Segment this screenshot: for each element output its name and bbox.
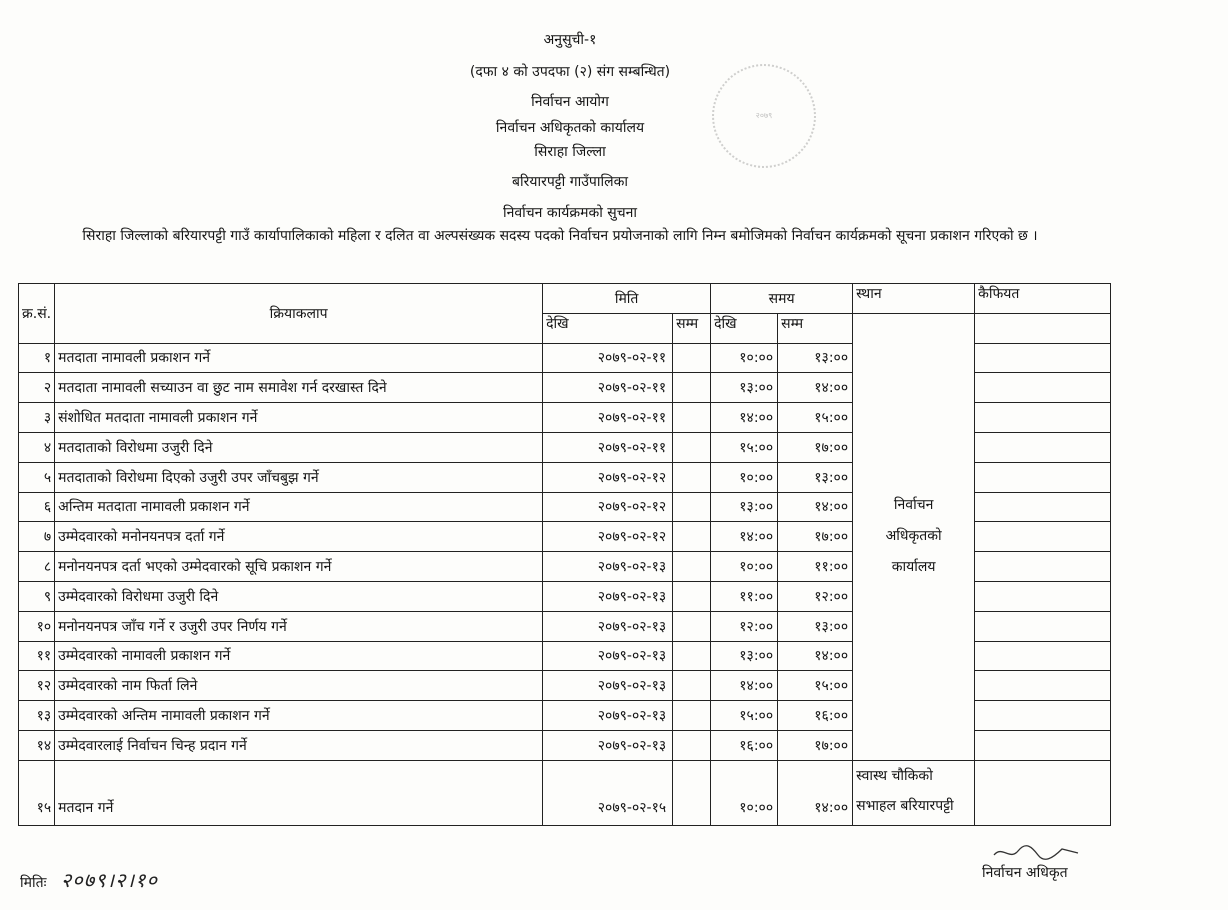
time-from-cell: ११:०० [711,581,778,611]
remarks-cell [975,611,1111,641]
date-from-cell: २०७९-०२-१२ [543,492,673,522]
date-to-cell [673,343,711,373]
date-from-cell: २०७९-०२-१३ [543,701,673,731]
serial-number-cell: ७ [19,522,55,552]
activity-cell: अन्तिम मतदाता नामावली प्रकाशन गर्ने [55,492,543,522]
remarks-cell [975,701,1111,731]
time-from-cell: १४:०० [711,671,778,701]
remarks-cell [975,313,1111,343]
date-to-cell [673,492,711,522]
activity-cell: उम्मेदवारलाई निर्वाचन चिन्ह प्रदान गर्ने [55,730,543,760]
date-to-cell [673,552,711,582]
date-from-cell: २०७९-०२-१३ [543,611,673,641]
remarks-cell [975,730,1111,760]
place-line: अधिकृतको [885,528,942,545]
place-line: निर्वाचन [893,497,934,514]
date-from-cell: २०७९-०२-११ [543,432,673,462]
place-line: स्वास्थ चौकिको [856,767,933,784]
date-to-cell [673,671,711,701]
serial-number-cell: १ [19,343,55,373]
notice-title: निर्वाचन कार्यक्रमको सुचना [502,205,638,221]
col-header-activity: क्रियाकलाप [55,284,543,344]
time-to-cell: १५:०० [778,403,853,433]
remarks-cell [975,760,1111,825]
serial-number-cell: ११ [19,641,55,671]
date-to-cell [673,462,711,492]
time-from-cell: १०:०० [711,552,778,582]
serial-number-cell: ९ [19,581,55,611]
date-from-cell: २०७९-०२-११ [543,403,673,433]
serial-number-cell: ५ [19,462,55,492]
date-to-cell [673,701,711,731]
remarks-cell [975,373,1111,403]
time-to-cell: १२:०० [778,581,853,611]
activity-cell: मनोनयनपत्र दर्ता भएको उम्मेदवारको सूचि प्रकाशन गर्ने [55,552,543,582]
time-to-cell: १४:०० [778,373,853,403]
remarks-cell [975,522,1111,552]
col-header-time-to: सम्म [778,313,853,343]
time-to-cell: ११:०० [778,552,853,582]
time-from-cell: १२:०० [711,611,778,641]
notice-text: सिराहा जिल्लाको बरियारपट्टी गाउँ कार्यापालिकाको महिला र दलित वा अल्पसंख्यक सदस्य पदको निर्वाचन प्रयोजनाको लागि निम्न बमोजिमको निर्वाचन कार्यक्रमको सूचना प्रकाशन गरिएको छ । [82,228,1038,244]
time-to-cell: १४:०० [778,492,853,522]
date-to-cell [673,373,711,403]
municipality-name: बरियारपट्टी गाउँपालिका [512,174,628,190]
col-header-sn: क्र.सं. [19,284,55,344]
serial-number-cell: ३ [19,403,55,433]
activity-cell: मतदाता नामावली प्रकाशन गर्ने [55,343,543,373]
activity-cell: उम्मेदवारको नामावली प्रकाशन गर्ने [55,641,543,671]
table-row [19,760,1111,825]
place-line: कार्यालय [891,559,936,576]
remarks-cell [975,671,1111,701]
col-header-time: समय [711,284,853,314]
serial-number-cell: ८ [19,552,55,582]
time-from-cell: १३:०० [711,373,778,403]
serial-number-cell: १३ [19,701,55,731]
time-to-cell: १७:०० [778,432,853,462]
time-to-cell: १३:०० [778,611,853,641]
col-header-date-to: सम्म [673,313,711,343]
time-to-cell: १७:०० [778,730,853,760]
date-to-cell [673,522,711,552]
activity-cell: मतदान गर्ने [55,760,543,825]
time-from-cell: १५:०० [711,701,778,731]
col-header-date-from: देखि [543,313,673,343]
date-from-cell: २०७९-०२-१३ [543,730,673,760]
schedule-number: अनुसुची-१ [543,32,597,48]
remarks-cell [975,432,1111,462]
commission-name: निर्वाचन आयोग [531,94,609,110]
time-from-cell: १०:०० [711,760,778,825]
remarks-cell [975,581,1111,611]
time-to-cell: १४:०० [778,760,853,825]
serial-number-cell: ४ [19,432,55,462]
date-to-cell [673,641,711,671]
signature-title: निर्वाचन अधिकृत [982,865,1068,881]
activity-cell: मतदाताको विरोधमा उजुरी दिने [55,432,543,462]
date-from-cell: २०७९-०२-१५ [543,760,673,825]
time-from-cell: १०:०० [711,462,778,492]
seal-text: २०७९ [755,111,773,120]
activity-cell: उम्मेदवारको मनोनयनपत्र दर्ता गर्ने [55,522,543,552]
signature-scribble-icon [992,843,1082,863]
place-health-post-hall [853,760,975,825]
handwritten-date: २०७९।२।१० [60,868,158,892]
activity-cell: संशोधित मतदाता नामावली प्रकाशन गर्ने [55,403,543,433]
remarks-cell [975,403,1111,433]
reference-clause: (दफा ४ को उपदफा (२) संग सम्बन्धित) [469,64,671,80]
remarks-cell [975,552,1111,582]
election-schedule-table [18,283,1111,826]
activity-cell: उम्मेदवारको अन्तिम नामावली प्रकाशन गर्ने [55,701,543,731]
activity-cell: मनोनयनपत्र जाँच गर्ने र उजुरी उपर निर्णय गर्ने [55,611,543,641]
date-from-cell: २०७९-०२-१२ [543,522,673,552]
activity-cell: मतदाताको विरोधमा दिएको उजुरी उपर जाँचबुझ गर्ने [55,462,543,492]
date-from-cell: २०७९-०२-१३ [543,552,673,582]
date-to-cell [673,730,711,760]
date-to-cell [673,403,711,433]
date-label: मितिः [20,875,47,891]
activity-cell: उम्मेदवारको नाम फिर्ता लिने [55,671,543,701]
date-to-cell [673,432,711,462]
date-from-cell: २०७९-०२-१३ [543,641,673,671]
col-header-date: मिति [543,284,711,314]
time-from-cell: १०:०० [711,343,778,373]
time-from-cell: १४:०० [711,403,778,433]
serial-number-cell: १० [19,611,55,641]
date-from-cell: २०७९-०२-१३ [543,671,673,701]
time-from-cell: १४:०० [711,522,778,552]
serial-number-cell: १२ [19,671,55,701]
date-from-cell: २०७९-०२-११ [543,343,673,373]
serial-number-cell: १४ [19,730,55,760]
col-header-time-from: देखि [711,313,778,343]
time-from-cell: १६:०० [711,730,778,760]
date-from-cell: २०७९-०२-११ [543,373,673,403]
remarks-cell [975,641,1111,671]
time-from-cell: १३:०० [711,641,778,671]
date-to-cell [673,581,711,611]
col-header-remarks: कैफियत [975,284,1111,314]
col-header-place: स्थान [853,284,975,314]
date-from-cell: २०७९-०२-१३ [543,581,673,611]
time-to-cell: १७:०० [778,522,853,552]
time-to-cell: १३:०० [778,462,853,492]
district-name: सिराहा जिल्ला [534,144,606,160]
serial-number-cell: २ [19,373,55,403]
office-seal [712,64,816,168]
time-to-cell: १६:०० [778,701,853,731]
time-from-cell: १५:०० [711,432,778,462]
office-name: निर्वाचन अधिकृतको कार्यालय [495,120,645,136]
date-to-cell [673,611,711,641]
footer-date [20,866,158,893]
date-from-cell: २०७९-०२-१२ [543,462,673,492]
place-election-office [853,313,975,760]
remarks-cell [975,492,1111,522]
serial-number-cell: १५ [19,760,55,825]
time-to-cell: १३:०० [778,343,853,373]
activity-cell: मतदाता नामावली सच्याउन वा छुट नाम समावेश गर्न दरखास्त दिने [55,373,543,403]
time-to-cell: १४:०० [778,641,853,671]
place-line: सभाहल बरियारपट्टी [856,797,954,814]
time-from-cell: १३:०० [711,492,778,522]
remarks-cell [975,462,1111,492]
time-to-cell: १५:०० [778,671,853,701]
remarks-cell [975,343,1111,373]
activity-cell: उम्मेदवारको विरोधमा उजुरी दिने [55,581,543,611]
serial-number-cell: ६ [19,492,55,522]
date-to-cell [673,760,711,825]
signature-block [982,843,1122,882]
header-row-1 [19,284,1111,314]
